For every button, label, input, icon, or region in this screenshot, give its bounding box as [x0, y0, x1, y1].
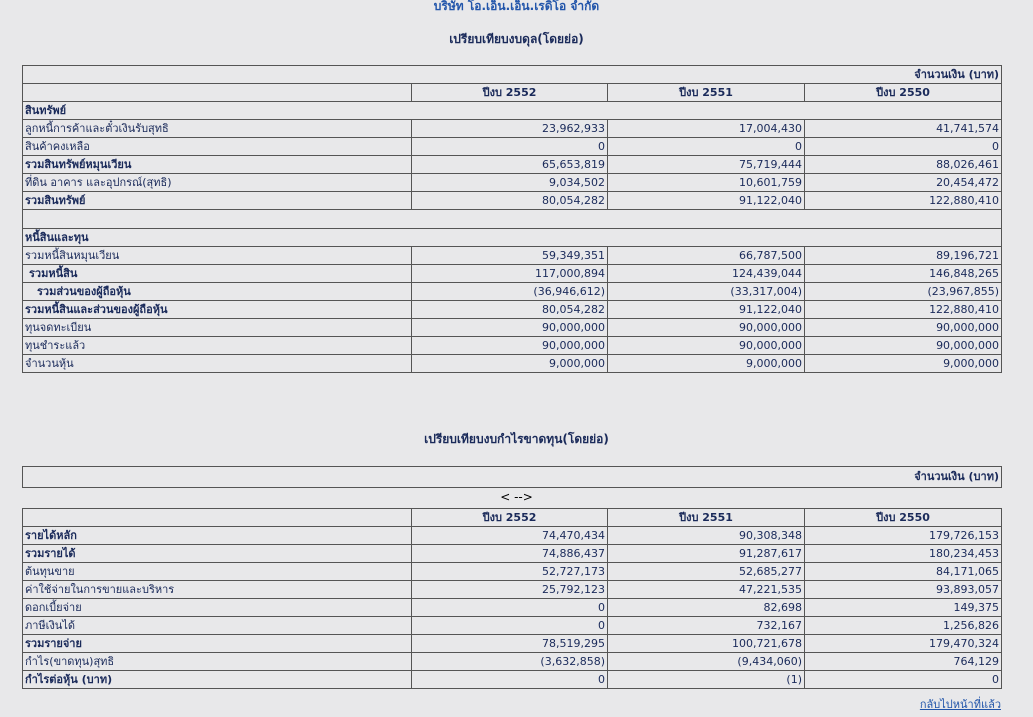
row-label: สินค้าคงเหลือ	[23, 138, 412, 156]
table-row	[23, 599, 1002, 617]
value-cell: 9,000,000	[805, 355, 1002, 373]
value-cell: 65,653,819	[412, 156, 608, 174]
year-header-row	[23, 509, 1002, 527]
value-cell: 89,196,721	[805, 247, 1002, 265]
value-cell: 80,054,282	[412, 192, 608, 210]
liabilities-section-row	[23, 229, 1002, 247]
value-cell: 66,787,500	[608, 247, 805, 265]
row-label: รายได้หลัก	[23, 527, 412, 545]
row-label: รวมหนี้สินและส่วนของผู้ถือหุ้น	[23, 301, 412, 319]
value-cell: 0	[412, 671, 608, 689]
row-label: รวมรายจ่าย	[23, 635, 412, 653]
value-cell: 90,000,000	[805, 337, 1002, 355]
value-cell: 80,054,282	[412, 301, 608, 319]
balance-sheet-table	[22, 65, 1002, 373]
value-cell: 9,000,000	[608, 355, 805, 373]
value-cell: 0	[412, 138, 608, 156]
value-cell: 88,026,461	[805, 156, 1002, 174]
value-cell: 25,792,123	[412, 581, 608, 599]
value-cell: 0	[412, 617, 608, 635]
value-cell: 0	[805, 671, 1002, 689]
year-header: ปีงบ 2550	[805, 509, 1002, 527]
value-cell: 90,000,000	[608, 319, 805, 337]
row-label: ทุนชำระแล้ว	[23, 337, 412, 355]
value-cell: 90,000,000	[608, 337, 805, 355]
value-cell: 41,741,574	[805, 120, 1002, 138]
row-label: รวมสินทรัพย์	[23, 192, 412, 210]
year-header-row	[23, 84, 1002, 102]
value-cell: 0	[608, 138, 805, 156]
value-cell: 75,719,444	[608, 156, 805, 174]
row-label: ที่ดิน อาคาร และอุปกรณ์(สุทธิ)	[23, 174, 412, 192]
balance-sheet-title: เปรียบเทียบงบดุล(โดยย่อ)	[449, 32, 584, 46]
value-cell: 91,122,040	[608, 301, 805, 319]
table-row	[23, 138, 1002, 156]
row-label: กำไรต่อหุ้น (บาท)	[23, 671, 412, 689]
value-cell: 117,000,894	[412, 265, 608, 283]
table-row	[23, 545, 1002, 563]
value-cell: 93,893,057	[805, 581, 1002, 599]
value-cell: 17,004,430	[608, 120, 805, 138]
row-label: รวมหนี้สิน	[23, 265, 412, 283]
row-label: รวมสินทรัพย์หมุนเวียน	[23, 156, 412, 174]
value-cell: 59,349,351	[412, 247, 608, 265]
value-cell: 180,234,453	[805, 545, 1002, 563]
value-cell: 0	[412, 599, 608, 617]
unit-row	[23, 66, 1002, 84]
row-label: ภาษีเงินได้	[23, 617, 412, 635]
assets-section-row	[23, 102, 1002, 120]
value-cell: 82,698	[608, 599, 805, 617]
value-cell: 9,034,502	[412, 174, 608, 192]
asset-rows	[23, 120, 1002, 210]
value-cell: 732,167	[608, 617, 805, 635]
value-cell: (23,967,855)	[805, 283, 1002, 301]
row-label: ทุนจดทะเบียน	[23, 319, 412, 337]
assets-section-header: สินทรัพย์	[23, 102, 1002, 120]
value-cell: 90,000,000	[412, 319, 608, 337]
company-name: บริษัท โอ.เอ็น.เอ็น.เรดิโอ จำกัด	[433, 0, 600, 13]
income-unit-table	[22, 466, 1002, 488]
row-label: ค่าใช้จ่ายในการขายและบริหาร	[23, 581, 412, 599]
row-label: รวมรายได้	[23, 545, 412, 563]
table-row	[23, 319, 1002, 337]
period-nav-arrows[interactable]: < -->	[500, 490, 533, 504]
value-cell: 74,886,437	[412, 545, 608, 563]
blank-header-cell	[23, 509, 412, 527]
value-cell: 179,470,324	[805, 635, 1002, 653]
table-row	[23, 581, 1002, 599]
table-row	[23, 635, 1002, 653]
table-row	[23, 192, 1002, 210]
blank-row	[23, 210, 1002, 229]
value-cell: 20,454,472	[805, 174, 1002, 192]
value-cell: 10,601,759	[608, 174, 805, 192]
value-cell: 149,375	[805, 599, 1002, 617]
value-cell: 52,727,173	[412, 563, 608, 581]
value-cell: (9,434,060)	[608, 653, 805, 671]
value-cell: 47,221,535	[608, 581, 805, 599]
value-cell: 122,880,410	[805, 301, 1002, 319]
value-cell: 122,880,410	[805, 192, 1002, 210]
unit-label: จำนวนเงิน (บาท)	[23, 66, 1002, 84]
year-header: ปีงบ 2551	[608, 509, 805, 527]
value-cell: 84,171,065	[805, 563, 1002, 581]
value-cell: 90,000,000	[412, 337, 608, 355]
income-rows	[23, 527, 1002, 689]
table-row	[23, 337, 1002, 355]
value-cell: 74,470,434	[412, 527, 608, 545]
table-row	[23, 527, 1002, 545]
value-cell: 90,000,000	[805, 319, 1002, 337]
value-cell: 23,962,933	[412, 120, 608, 138]
year-header: ปีงบ 2550	[805, 84, 1002, 102]
table-row	[23, 174, 1002, 192]
income-statement-title: เปรียบเทียบงบกำไรขาดทุน(โดยย่อ)	[424, 432, 609, 446]
year-header: ปีงบ 2551	[608, 84, 805, 102]
row-label: รวมหนี้สินหมุนเวียน	[23, 247, 412, 265]
value-cell: 78,519,295	[412, 635, 608, 653]
unit-row	[23, 467, 1002, 488]
row-label: ต้นทุนขาย	[23, 563, 412, 581]
year-header: ปีงบ 2552	[412, 84, 608, 102]
value-cell: 179,726,153	[805, 527, 1002, 545]
table-row	[23, 355, 1002, 373]
table-row	[23, 247, 1002, 265]
blank-header-cell	[23, 84, 412, 102]
value-cell: (1)	[608, 671, 805, 689]
row-label: จำนวนหุ้น	[23, 355, 412, 373]
table-row	[23, 156, 1002, 174]
unit-label: จำนวนเงิน (บาท)	[23, 467, 1002, 488]
table-row	[23, 301, 1002, 319]
table-row	[23, 120, 1002, 138]
value-cell: 764,129	[805, 653, 1002, 671]
row-label: ดอกเบี้ยจ่าย	[23, 599, 412, 617]
value-cell: 124,439,044	[608, 265, 805, 283]
table-row	[23, 671, 1002, 689]
value-cell: 100,721,678	[608, 635, 805, 653]
liability-rows	[23, 247, 1002, 373]
value-cell: 52,685,277	[608, 563, 805, 581]
value-cell: 90,308,348	[608, 527, 805, 545]
year-header: ปีงบ 2552	[412, 509, 608, 527]
row-label: ลูกหนี้การค้าและตั๋วเงินรับสุทธิ	[23, 120, 412, 138]
row-label: กำไร(ขาดทุน)สุทธิ	[23, 653, 412, 671]
value-cell: (36,946,612)	[412, 283, 608, 301]
value-cell: 0	[805, 138, 1002, 156]
table-row	[23, 563, 1002, 581]
value-cell: 146,848,265	[805, 265, 1002, 283]
table-row	[23, 265, 1002, 283]
table-row	[23, 283, 1002, 301]
value-cell: (3,632,858)	[412, 653, 608, 671]
value-cell: 91,122,040	[608, 192, 805, 210]
income-statement-table	[22, 508, 1002, 689]
back-link[interactable]: กลับไปหน้าที่แล้ว	[919, 698, 1001, 711]
liabilities-section-header: หนี้สินและทุน	[23, 229, 1002, 247]
value-cell: 9,000,000	[412, 355, 608, 373]
value-cell: (33,317,004)	[608, 283, 805, 301]
table-row	[23, 653, 1002, 671]
row-label: รวมส่วนของผู้ถือหุ้น	[23, 283, 412, 301]
value-cell: 91,287,617	[608, 545, 805, 563]
value-cell: 1,256,826	[805, 617, 1002, 635]
table-row	[23, 617, 1002, 635]
